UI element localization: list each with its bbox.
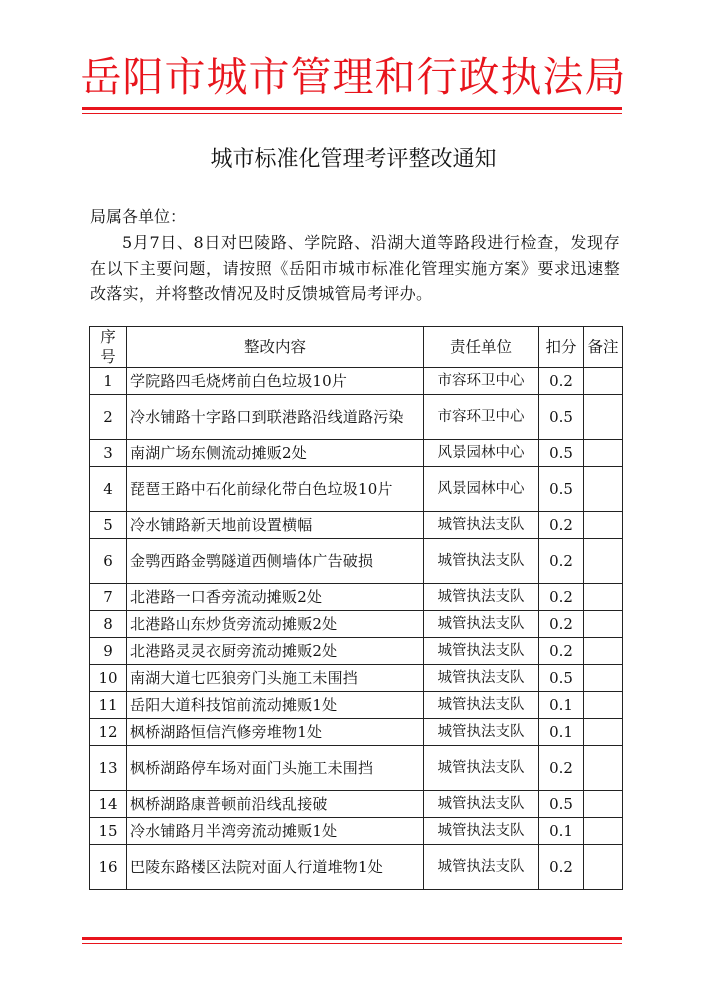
row-content: 南湖大道七匹狼旁门头施工未围挡 — [127, 665, 424, 692]
header-rule-thin — [82, 113, 622, 114]
row-seq: 16 — [90, 845, 127, 890]
row-points: 0.2 — [539, 638, 584, 665]
table-row — [90, 395, 623, 440]
table-row — [90, 665, 623, 692]
salutation: 局属各单位： — [90, 207, 187, 226]
row-points: 0.5 — [539, 440, 584, 467]
row-content: 枫桥湖路恒信汽修旁堆物1处 — [127, 719, 424, 746]
row-points: 0.1 — [539, 818, 584, 845]
row-unit: 城管执法支队 — [424, 584, 539, 611]
header-points: 扣分 — [539, 327, 584, 368]
row-content: 冷水铺路月半湾旁流动摊贩1处 — [127, 818, 424, 845]
table-row — [90, 512, 623, 539]
row-content: 冷水铺路十字路口到联港路沿线道路污染 — [127, 395, 424, 440]
footer-rule-thin — [82, 943, 622, 944]
row-unit: 市容环卫中心 — [424, 368, 539, 395]
row-unit: 城管执法支队 — [424, 638, 539, 665]
row-seq: 9 — [90, 638, 127, 665]
row-seq: 11 — [90, 692, 127, 719]
row-points: 0.2 — [539, 584, 584, 611]
organization-header: 岳阳市城市管理和行政执法局 — [80, 53, 627, 101]
row-seq: 5 — [90, 512, 127, 539]
table-row — [90, 692, 623, 719]
table-row — [90, 539, 623, 584]
row-content: 巴陵东路楼区法院对面人行道堆物1处 — [127, 845, 424, 890]
row-unit: 城管执法支队 — [424, 692, 539, 719]
row-unit: 城管执法支队 — [424, 539, 539, 584]
row-points: 0.5 — [539, 791, 584, 818]
row-unit: 城管执法支队 — [424, 611, 539, 638]
row-seq: 10 — [90, 665, 127, 692]
row-points: 0.5 — [539, 467, 584, 512]
table-row — [90, 746, 623, 791]
row-content: 金鹗西路金鹗隧道西侧墙体广告破损 — [127, 539, 424, 584]
header-seq: 序号 — [90, 327, 127, 368]
row-unit: 城管执法支队 — [424, 818, 539, 845]
footer-rule-thick — [82, 937, 622, 940]
table-row — [90, 611, 623, 638]
row-remarks — [584, 692, 623, 719]
row-remarks — [584, 665, 623, 692]
table-row — [90, 440, 623, 467]
row-points: 0.5 — [539, 395, 584, 440]
table-header-row — [90, 327, 623, 368]
row-content: 北港路山东炒货旁流动摊贩2处 — [127, 611, 424, 638]
row-seq: 12 — [90, 719, 127, 746]
row-remarks — [584, 512, 623, 539]
row-remarks — [584, 467, 623, 512]
row-seq: 13 — [90, 746, 127, 791]
row-unit: 城管执法支队 — [424, 845, 539, 890]
row-seq: 15 — [90, 818, 127, 845]
table-row — [90, 467, 623, 512]
row-points: 0.1 — [539, 692, 584, 719]
table-row — [90, 368, 623, 395]
row-remarks — [584, 395, 623, 440]
rectification-table — [89, 326, 623, 890]
document-title: 城市标准化管理考评整改通知 — [210, 147, 497, 172]
row-remarks — [584, 440, 623, 467]
row-unit: 城管执法支队 — [424, 719, 539, 746]
row-remarks — [584, 638, 623, 665]
row-seq: 3 — [90, 440, 127, 467]
header-unit: 责任单位 — [424, 327, 539, 368]
row-content: 琵琶王路中石化前绿化带白色垃圾10片 — [127, 467, 424, 512]
table-row — [90, 638, 623, 665]
table-row — [90, 845, 623, 890]
header-content: 整改内容 — [127, 327, 424, 368]
row-points: 0.2 — [539, 539, 584, 584]
table-row — [90, 791, 623, 818]
row-content: 北港路灵灵衣厨旁流动摊贩2处 — [127, 638, 424, 665]
row-content: 枫桥湖路停车场对面门头施工未围挡 — [127, 746, 424, 791]
row-unit: 城管执法支队 — [424, 791, 539, 818]
table-row — [90, 584, 623, 611]
row-unit: 市容环卫中心 — [424, 395, 539, 440]
row-unit: 城管执法支队 — [424, 746, 539, 791]
row-seq: 8 — [90, 611, 127, 638]
row-remarks — [584, 791, 623, 818]
row-points: 0.1 — [539, 719, 584, 746]
row-points: 0.2 — [539, 611, 584, 638]
row-seq: 6 — [90, 539, 127, 584]
header-remarks: 备注 — [584, 327, 623, 368]
table-row — [90, 719, 623, 746]
row-content: 学院路四毛烧烤前白色垃圾10片 — [127, 368, 424, 395]
row-seq: 7 — [90, 584, 127, 611]
row-seq: 1 — [90, 368, 127, 395]
row-seq: 2 — [90, 395, 127, 440]
row-content: 冷水铺路新天地前设置横幅 — [127, 512, 424, 539]
row-points: 0.2 — [539, 746, 584, 791]
header-rule-thick — [82, 107, 622, 110]
row-remarks — [584, 539, 623, 584]
row-seq: 4 — [90, 467, 127, 512]
row-remarks — [584, 818, 623, 845]
row-unit: 风景园林中心 — [424, 440, 539, 467]
row-points: 0.5 — [539, 665, 584, 692]
row-content: 南湖广场东侧流动摊贩2处 — [127, 440, 424, 467]
row-seq: 14 — [90, 791, 127, 818]
row-content: 北港路一口香旁流动摊贩2处 — [127, 584, 424, 611]
row-points: 0.2 — [539, 368, 584, 395]
row-remarks — [584, 845, 623, 890]
row-content: 岳阳大道科技馆前流动摊贩1处 — [127, 692, 424, 719]
row-unit: 风景园林中心 — [424, 467, 539, 512]
row-unit: 城管执法支队 — [424, 665, 539, 692]
row-points: 0.2 — [539, 512, 584, 539]
row-remarks — [584, 584, 623, 611]
row-content: 枫桥湖路康普顿前沿线乱接破 — [127, 791, 424, 818]
table-row — [90, 818, 623, 845]
row-points: 0.2 — [539, 845, 584, 890]
row-remarks — [584, 368, 623, 395]
row-remarks — [584, 746, 623, 791]
row-remarks — [584, 719, 623, 746]
row-remarks — [584, 611, 623, 638]
row-unit: 城管执法支队 — [424, 512, 539, 539]
body-paragraph: 5月7日、8日对巴陵路、学院路、沿湖大道等路段进行检查，发现存在以下主要问题，请按照《岳阳市城市标准化管理实施方案》要求迅速整改落实，并将整改情况及时反馈城管局考评办。 — [90, 233, 620, 303]
